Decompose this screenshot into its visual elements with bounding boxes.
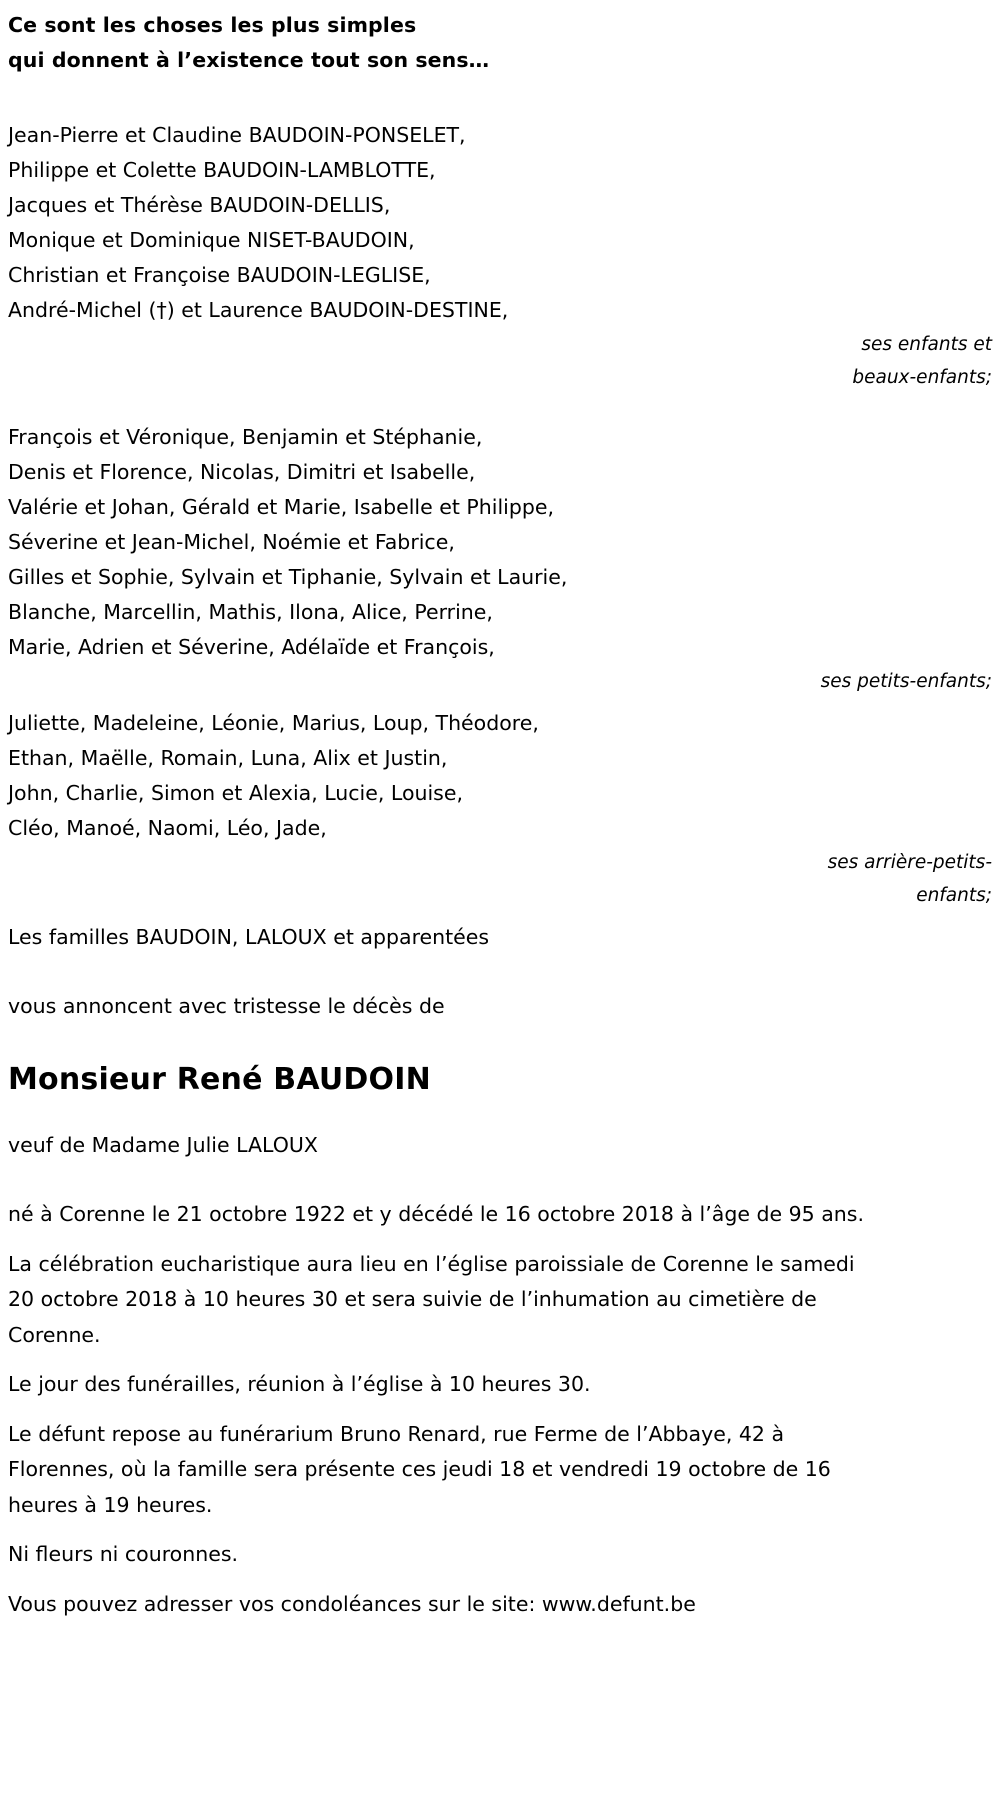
- spacer: [8, 1102, 992, 1128]
- ceremony-paragraph: La célébration eucharistique aura lieu en l’église paroissiale de Corenne le samedi 20 octobre 2018 à 10 heures 30 et sera suivie de l’inhumation au cimetière de Corenne.: [8, 1251, 855, 1347]
- family-name-line: Monique et Dominique NISET-BAUDOIN,: [8, 228, 415, 252]
- funerarium-paragraph: Le défunt repose au funérarium Bruno Renard, rue Ferme de l’Abbaye, 42 à Florennes, où la famille sera présente ces jeudi 18 et vendredi 19 octobre de 16 heures à 19 heures.: [8, 1421, 831, 1517]
- spacer: [8, 955, 992, 989]
- birth-death-paragraph: né à Corenne le 21 octobre 1922 et y décédé le 16 octobre 2018 à l’âge de 95 ans.: [8, 1202, 864, 1226]
- family-name-line: Blanche, Marcellin, Mathis, Ilona, Alice, Perrine,: [8, 600, 493, 624]
- relationship-label-line: ses petits-enfants;: [820, 671, 992, 692]
- relationship-label-line: ses enfants et: [861, 334, 992, 355]
- family-name-line: Philippe et Colette BAUDOIN-LAMBLOTTE,: [8, 158, 436, 182]
- family-group-arriere-petits-enfants: [8, 706, 992, 912]
- spacer: [8, 698, 992, 706]
- relationship-label-line: enfants;: [916, 885, 992, 906]
- relationship-label-arriere-petits-enfants: [8, 846, 992, 912]
- deceased-name: Monsieur René BAUDOIN: [8, 1062, 431, 1097]
- family-name-line: Jacques et Thérèse BAUDOIN-DELLIS,: [8, 193, 391, 217]
- epigraph: [8, 0, 992, 78]
- spacer: [8, 1024, 992, 1058]
- gathering-paragraph: Le jour des funérailles, réunion à l’église à 10 heures 30.: [8, 1372, 591, 1396]
- family-name-line: Cléo, Manoé, Naomi, Léo, Jade,: [8, 816, 327, 840]
- family-name-line: Jean-Pierre et Claudine BAUDOIN-PONSELET,: [8, 123, 466, 147]
- epigraph-line-1: Ce sont les choses les plus simples: [8, 13, 417, 37]
- relationship-label-line: ses arrière-petits-: [827, 852, 992, 873]
- condolences-paragraph: Vous pouvez adresser vos condoléances sur le site: www.defunt.be: [8, 1591, 696, 1616]
- family-group-enfants: [8, 118, 992, 394]
- spacer: [8, 394, 992, 420]
- family-name-line: John, Charlie, Simon et Alexia, Lucie, Louise,: [8, 781, 463, 805]
- no-flowers-paragraph: Ni fleurs ni couronnes.: [8, 1542, 239, 1566]
- relationship-label-enfants: [8, 328, 992, 394]
- family-name-line: Christian et Françoise BAUDOIN-LEGLISE,: [8, 263, 431, 287]
- family-name-line: Denis et Florence, Nicolas, Dimitri et Isabelle,: [8, 460, 476, 484]
- family-name-line: Séverine et Jean-Michel, Noémie et Fabrice,: [8, 530, 455, 554]
- spacer: [8, 912, 992, 920]
- families-line: Les familles BAUDOIN, LALOUX et apparentées: [8, 925, 490, 949]
- family-name-line: Juliette, Madeleine, Léonie, Marius, Loup, Théodore,: [8, 711, 539, 735]
- spouse-line: veuf de Madame Julie LALOUX: [8, 1133, 318, 1157]
- epigraph-line-2: qui donnent à l’existence tout son sens…: [8, 48, 490, 72]
- family-name-line: Valérie et Johan, Gérald et Marie, Isabelle et Philippe,: [8, 495, 554, 519]
- family-name-line: Marie, Adrien et Séverine, Adélaïde et François,: [8, 635, 495, 659]
- relationship-label-petits-enfants: [8, 665, 992, 698]
- spacer: [8, 78, 992, 118]
- family-group-petits-enfants: [8, 420, 992, 698]
- announcement-line: vous annoncent avec tristesse le décès de: [8, 994, 445, 1018]
- spacer: [8, 1163, 992, 1197]
- family-name-line: André-Michel (†) et Laurence BAUDOIN-DESTINE,: [8, 298, 509, 322]
- relationship-label-line: beaux-enfants;: [852, 367, 992, 388]
- family-name-line: Ethan, Maëlle, Romain, Luna, Alix et Justin,: [8, 746, 448, 770]
- family-name-line: François et Véronique, Benjamin et Stéphanie,: [8, 425, 483, 449]
- family-name-line: Gilles et Sophie, Sylvain et Tiphanie, Sylvain et Laurie,: [8, 565, 568, 589]
